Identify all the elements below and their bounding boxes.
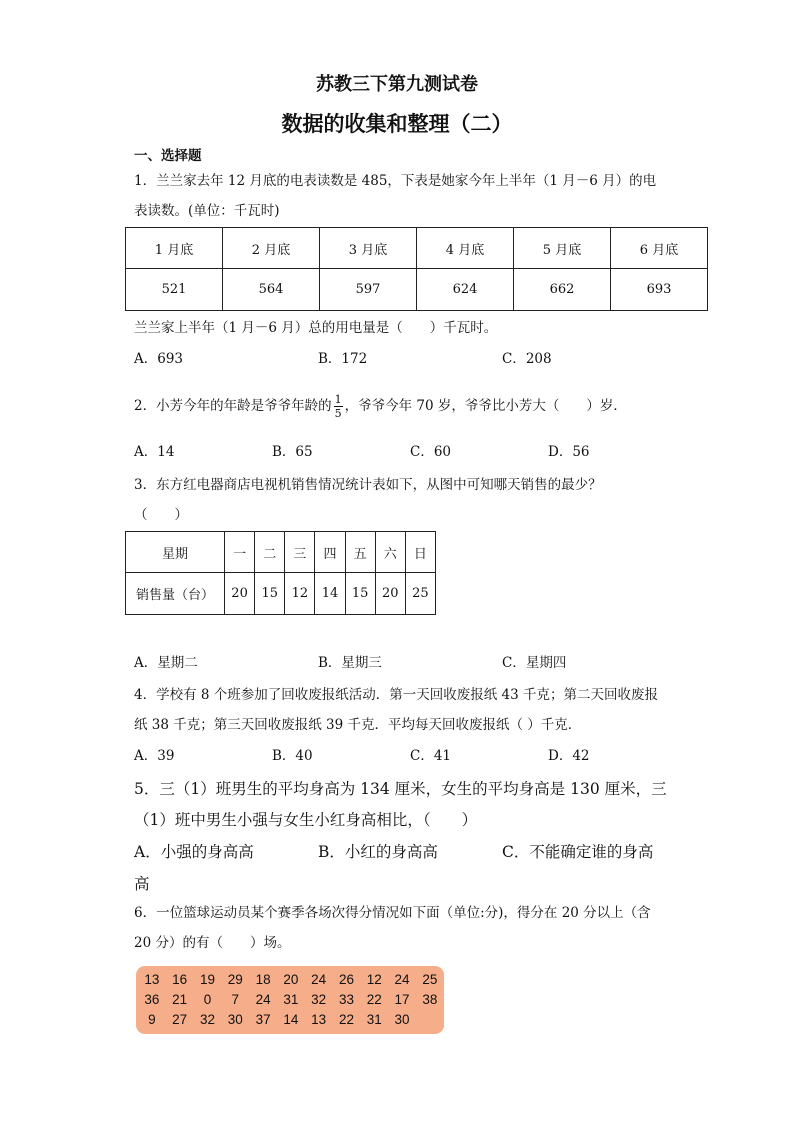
- score-value: 31: [283, 992, 299, 1007]
- q5-text-line2: （1）班中男生小强与女生小红身高相比，（ ）: [134, 811, 478, 829]
- q3-sales-cell: 14: [315, 573, 345, 615]
- q1-value-cell: 521: [126, 269, 223, 311]
- page-subtitle: 数据的收集和整理（二）: [281, 112, 513, 136]
- q3-sales-cell: 15: [255, 573, 285, 615]
- q4-option-d: D．42: [548, 748, 590, 764]
- score-value: 24: [255, 992, 271, 1007]
- page-title: 苏教三下第九测试卷: [316, 74, 478, 95]
- score-value: 19: [199, 972, 215, 987]
- q3-day-cell: 一: [225, 532, 255, 573]
- q1-text-line1: 1．兰兰家去年 12 月底的电表读数是 485，下表是她家今年上半年（1 月－6 月）的电: [134, 173, 657, 189]
- q3-text-line1: 3．东方红电器商店电视机销售情况统计表如下，从图中可知哪天销售的最少？: [134, 477, 602, 493]
- score-value: 30: [227, 1012, 243, 1027]
- score-value: 14: [283, 1012, 299, 1027]
- score-value: 32: [199, 1012, 215, 1027]
- q5-option-b: B．小红的身高高: [318, 843, 438, 861]
- q3-option-a: A．星期二: [134, 655, 198, 671]
- q1-value-cell: 597: [320, 269, 417, 311]
- section-heading: 一、选择题: [134, 148, 202, 164]
- q1-value-cell: 564: [223, 269, 320, 311]
- score-value: 22: [338, 1012, 354, 1027]
- score-value: 17: [394, 992, 410, 1007]
- score-value: 12: [366, 972, 382, 987]
- q1-question: 兰兰家上半年（1 月－6 月）总的用电量是（ ）千瓦时。: [134, 320, 498, 336]
- score-value: 13: [144, 972, 160, 987]
- q1-value-cell: 693: [611, 269, 708, 311]
- q4-option-c: C．41: [410, 748, 452, 764]
- score-value: 30: [394, 1012, 410, 1027]
- q3-day-cell: 二: [255, 532, 285, 573]
- q5-option-c-wrap: 高: [134, 875, 150, 893]
- q1-header-cell: 3 月底: [320, 228, 417, 269]
- score-value: 26: [338, 972, 354, 987]
- score-value: 24: [394, 972, 410, 987]
- q3-row-label: 销售量（台）: [126, 573, 225, 615]
- q2-fraction: [334, 393, 343, 420]
- score-value: 21: [172, 992, 188, 1007]
- q3-day-cell: 日: [405, 532, 435, 573]
- q2-text-after: ，爷爷今年 70 岁，爷爷比小芳大（ ）岁．: [344, 398, 627, 414]
- score-value: 20: [283, 972, 299, 987]
- q3-sales-table: [125, 531, 436, 615]
- q1-option-b: B．172: [318, 351, 368, 367]
- score-value: 36: [144, 992, 160, 1007]
- q1-header-cell: 4 月底: [417, 228, 514, 269]
- score-value: 38: [422, 992, 438, 1007]
- q2-option-b: B．65: [272, 444, 313, 460]
- q4-option-b: B．40: [272, 748, 313, 764]
- q3-sales-cell: 12: [285, 573, 315, 615]
- q5-text-line1: 5．三（1）班男生的平均身高为 134 厘米，女生的平均身高是 130 厘米，三: [134, 780, 667, 798]
- q3-day-cell: 三: [285, 532, 315, 573]
- q2-question: [134, 386, 627, 426]
- q1-option-a: A．693: [134, 351, 184, 367]
- q4-option-a: A．39: [134, 748, 175, 764]
- score-value: 25: [422, 972, 438, 987]
- q1-header-cell: 6 月底: [611, 228, 708, 269]
- q3-sales-cell: 20: [225, 573, 255, 615]
- q1-header-cell: 5 月底: [514, 228, 611, 269]
- q3-day-cell: 六: [375, 532, 405, 573]
- q2-option-c: C．60: [410, 444, 452, 460]
- q2-fraction-denominator: 5: [334, 407, 342, 420]
- q3-option-c: C．星期四: [502, 655, 567, 671]
- q3-option-b: B．星期三: [318, 655, 382, 671]
- q1-header-cell: 2 月底: [223, 228, 320, 269]
- score-value: 13: [311, 1012, 327, 1027]
- score-value: 7: [231, 992, 240, 1007]
- q3-row-label: 星期: [126, 532, 225, 573]
- score-value: 16: [172, 972, 188, 987]
- q3-sales-cell: 15: [345, 573, 375, 615]
- q3-day-cell: 五: [345, 532, 375, 573]
- score-value: 27: [172, 1012, 188, 1027]
- q3-day-cell: 四: [315, 532, 345, 573]
- score-value: 0: [203, 992, 212, 1007]
- q3-sales-cell: 20: [375, 573, 405, 615]
- q4-text-line1: 4．学校有 8 个班参加了回收废报纸活动．第一天回收废报纸 43 千克；第二天回收废报: [134, 687, 659, 703]
- q5-option-c: C．不能确定谁的身高: [502, 843, 654, 861]
- q2-fraction-numerator: 1: [334, 393, 342, 406]
- score-value: 33: [338, 992, 354, 1007]
- score-value: 29: [227, 972, 243, 987]
- score-value: 37: [255, 1012, 271, 1027]
- q2-option-d: D．56: [548, 444, 590, 460]
- q5-option-a: A．小强的身高高: [134, 843, 254, 861]
- score-value: 9: [148, 1012, 156, 1027]
- score-value: 24: [311, 972, 327, 987]
- q1-text-line2: 表读数。(单位：千瓦时): [134, 203, 280, 219]
- q1-option-c: C．208: [502, 351, 552, 367]
- q1-meter-table: [125, 227, 708, 311]
- q6-text-line2: 20 分）的有（ ）场。: [134, 935, 291, 951]
- q1-value-cell: 624: [417, 269, 514, 311]
- q3-sales-cell: 25: [405, 573, 435, 615]
- score-value: 18: [255, 972, 271, 987]
- q2-text-before: 2．小芳今年的年龄是爷爷年龄的: [134, 398, 332, 414]
- q6-score-box: [136, 966, 444, 1034]
- score-value: 31: [366, 1012, 382, 1027]
- q1-value-cell: 662: [514, 269, 611, 311]
- q4-text-line2: 纸 38 千克；第三天回收废报纸 39 千克．平均每天回收废报纸（ ）千克．: [134, 717, 582, 733]
- q3-text-line2: （ ）: [134, 507, 188, 523]
- q6-text-line1: 6．一位篮球运动员某个赛季各场次得分情况如下面（单位:分)，得分在 20 分以上（含: [134, 905, 651, 921]
- score-value: 32: [311, 992, 327, 1007]
- score-value: 22: [366, 992, 382, 1007]
- q2-option-a: A．14: [134, 444, 175, 460]
- q6-score-grid: [138, 970, 444, 1030]
- q1-header-cell: 1 月底: [126, 228, 223, 269]
